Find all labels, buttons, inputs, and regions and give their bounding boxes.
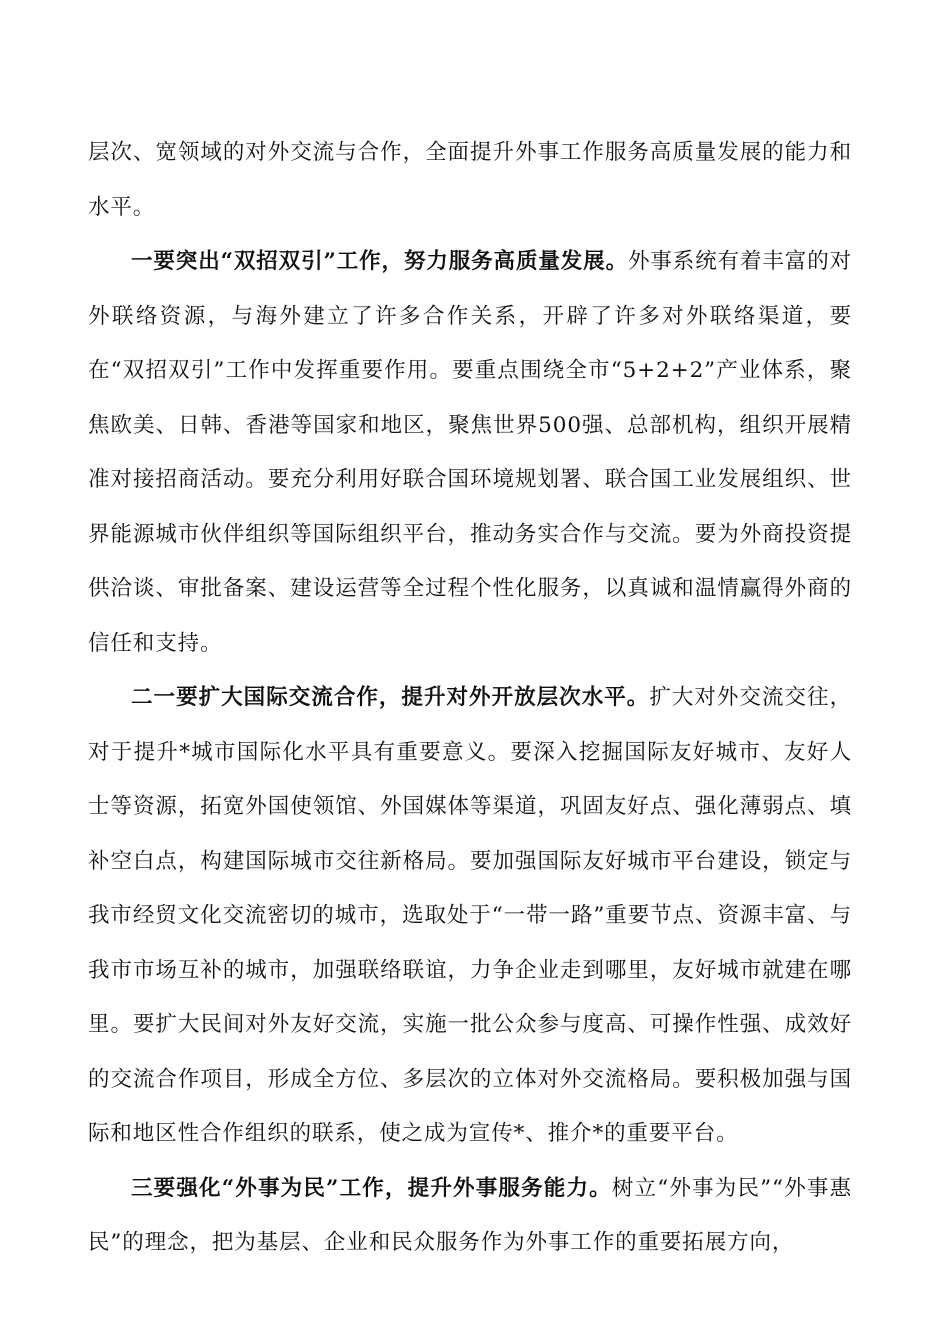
paragraph-heading: 三要强化“外事为民”工作，提升外事服务能力。 bbox=[131, 1175, 612, 1201]
paragraph-text: 层次、宽领域的对外交流与合作，全面提升外事工作服务高质量发展的能力和水平。 bbox=[88, 140, 852, 220]
paragraph-continuation bbox=[88, 126, 852, 235]
paragraph-point-one bbox=[88, 235, 852, 671]
paragraph-text: 树立“外事为民”“外事惠民”的理念，把为基层、企业和民众服务作为外事工作的重要拓展方向， bbox=[88, 1175, 852, 1255]
paragraph-heading: 一要突出“双招双引”工作，努力服务高质量发展。 bbox=[131, 249, 628, 274]
paragraph-heading: 二一要扩大国际交流合作，提升对外开放层次水平。 bbox=[131, 685, 650, 710]
paragraph-text: 扩大对外交流交往，对于提升*城市国际化水平具有重要意义。要深入挖掘国际友好城市、友好人士等资源，拓宽外国使领馆、外国媒体等渠道，巩固友好点、强化薄弱点、填补空白点，构建国际城市交往新格局。要加强国际友好城市平台建设，锁定与我市经贸文化交流密切的城市，选取处于“一带一路”重要节点、资源丰富、与我市市场互补的城市，加强联络联谊，力争企业走到哪里，友好城市就建在哪里。要扩大民间对外友好交流，实施一批公众参与度高、可操作性强、成效好的交流合作项目，形成全方位、多层次的立体对外交流格局。要积极加强与国际和地区性合作组织的联系，使之成为宣传*、推介*的重要平台。 bbox=[88, 685, 852, 1146]
paragraph-point-three bbox=[88, 1162, 852, 1271]
paragraph-point-two bbox=[88, 671, 852, 1162]
paragraph-text: 外事系统有着丰富的对外联络资源，与海外建立了许多合作关系，开辟了许多对外联络渠道，要在“双招双引”工作中发挥重要作用。要重点围绕全市“5+2+2”产业体系，聚焦欧美、日韩、香港等国家和地区，聚焦世界500强、总部机构，组织开展精准对接招商活动。要充分利用好联合国环境规划署、联合国工业发展组织、世界能源城市伙伴组织等国际组织平台，推动务实合作与交流。要为外商投资提供洽谈、审批备案、建设运营等全过程个性化服务，以真诚和温情赢得外商的信任和支持。 bbox=[88, 249, 852, 656]
document-body bbox=[88, 126, 852, 1271]
